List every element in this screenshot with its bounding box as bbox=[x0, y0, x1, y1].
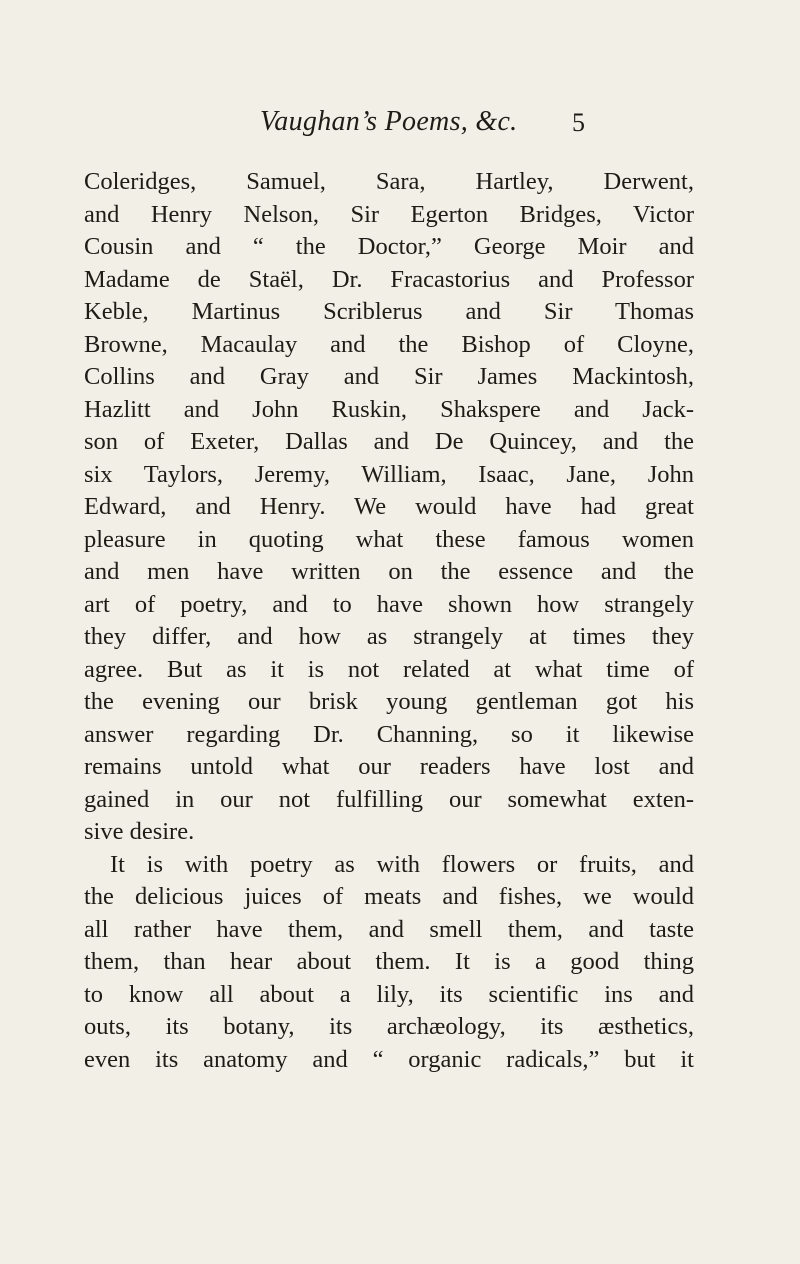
text-line: outs, its botany, its archæology, its æsthetics, bbox=[84, 1013, 694, 1040]
text-line: and men have written on the essence and the bbox=[84, 558, 694, 585]
text-line: Collins and Gray and Sir James Mackintosh, bbox=[84, 363, 694, 390]
body-text bbox=[84, 166, 694, 1076]
text-line: Keble, Martinus Scriblerus and Sir Thomas bbox=[84, 298, 694, 325]
text-line: the delicious juices of meats and fishes, we would bbox=[84, 883, 694, 910]
text-line: remains untold what our readers have lost and bbox=[84, 753, 694, 780]
text-line: Edward, and Henry. We would have had great bbox=[84, 493, 694, 520]
text-line: Cousin and “ the Doctor,” George Moir and bbox=[84, 233, 694, 260]
text-line: Hazlitt and John Ruskin, Shakspere and Jack- bbox=[84, 395, 694, 423]
running-head bbox=[0, 106, 800, 146]
text-line: and Henry Nelson, Sir Egerton Bridges, Victor bbox=[84, 200, 694, 228]
text-line: the evening our brisk young gentleman got his bbox=[84, 688, 694, 715]
text-line: art of poetry, and to have shown how strangely bbox=[84, 590, 694, 618]
text-line: agree. But as it is not related at what time of bbox=[84, 655, 694, 683]
text-line: Madame de Staël, Dr. Fracastorius and Professor bbox=[84, 265, 694, 293]
text-line: answer regarding Dr. Channing, so it likewise bbox=[84, 720, 694, 748]
text-line: gained in our not fulfilling our somewhat exten- bbox=[84, 785, 694, 813]
text-line: they differ, and how as strangely at times they bbox=[84, 623, 694, 650]
text-line: six Taylors, Jeremy, William, Isaac, Jane, John bbox=[84, 460, 694, 488]
text-line: to know all about a lily, its scientific ins and bbox=[84, 980, 694, 1008]
page-number: 5 bbox=[572, 108, 585, 137]
text-line: even its anatomy and “ organic radicals,” but it bbox=[84, 1045, 694, 1073]
running-title: Vaughan’s Poems, &c. bbox=[260, 106, 518, 137]
text-line: Browne, Macaulay and the Bishop of Cloyne, bbox=[84, 330, 694, 358]
text-line: all rather have them, and smell them, and taste bbox=[84, 915, 694, 943]
text-line: Coleridges, Samuel, Sara, Hartley, Derwent, bbox=[84, 168, 694, 195]
text-line: them, than hear about them. It is a good thing bbox=[84, 948, 694, 975]
text-line: pleasure in quoting what these famous women bbox=[84, 525, 694, 553]
text-line: son of Exeter, Dallas and De Quincey, and the bbox=[84, 428, 694, 455]
paragraph-start-line: It is with poetry as with flowers or fruits, and bbox=[110, 850, 694, 878]
paragraph-end-line: sive desire. bbox=[84, 818, 195, 845]
